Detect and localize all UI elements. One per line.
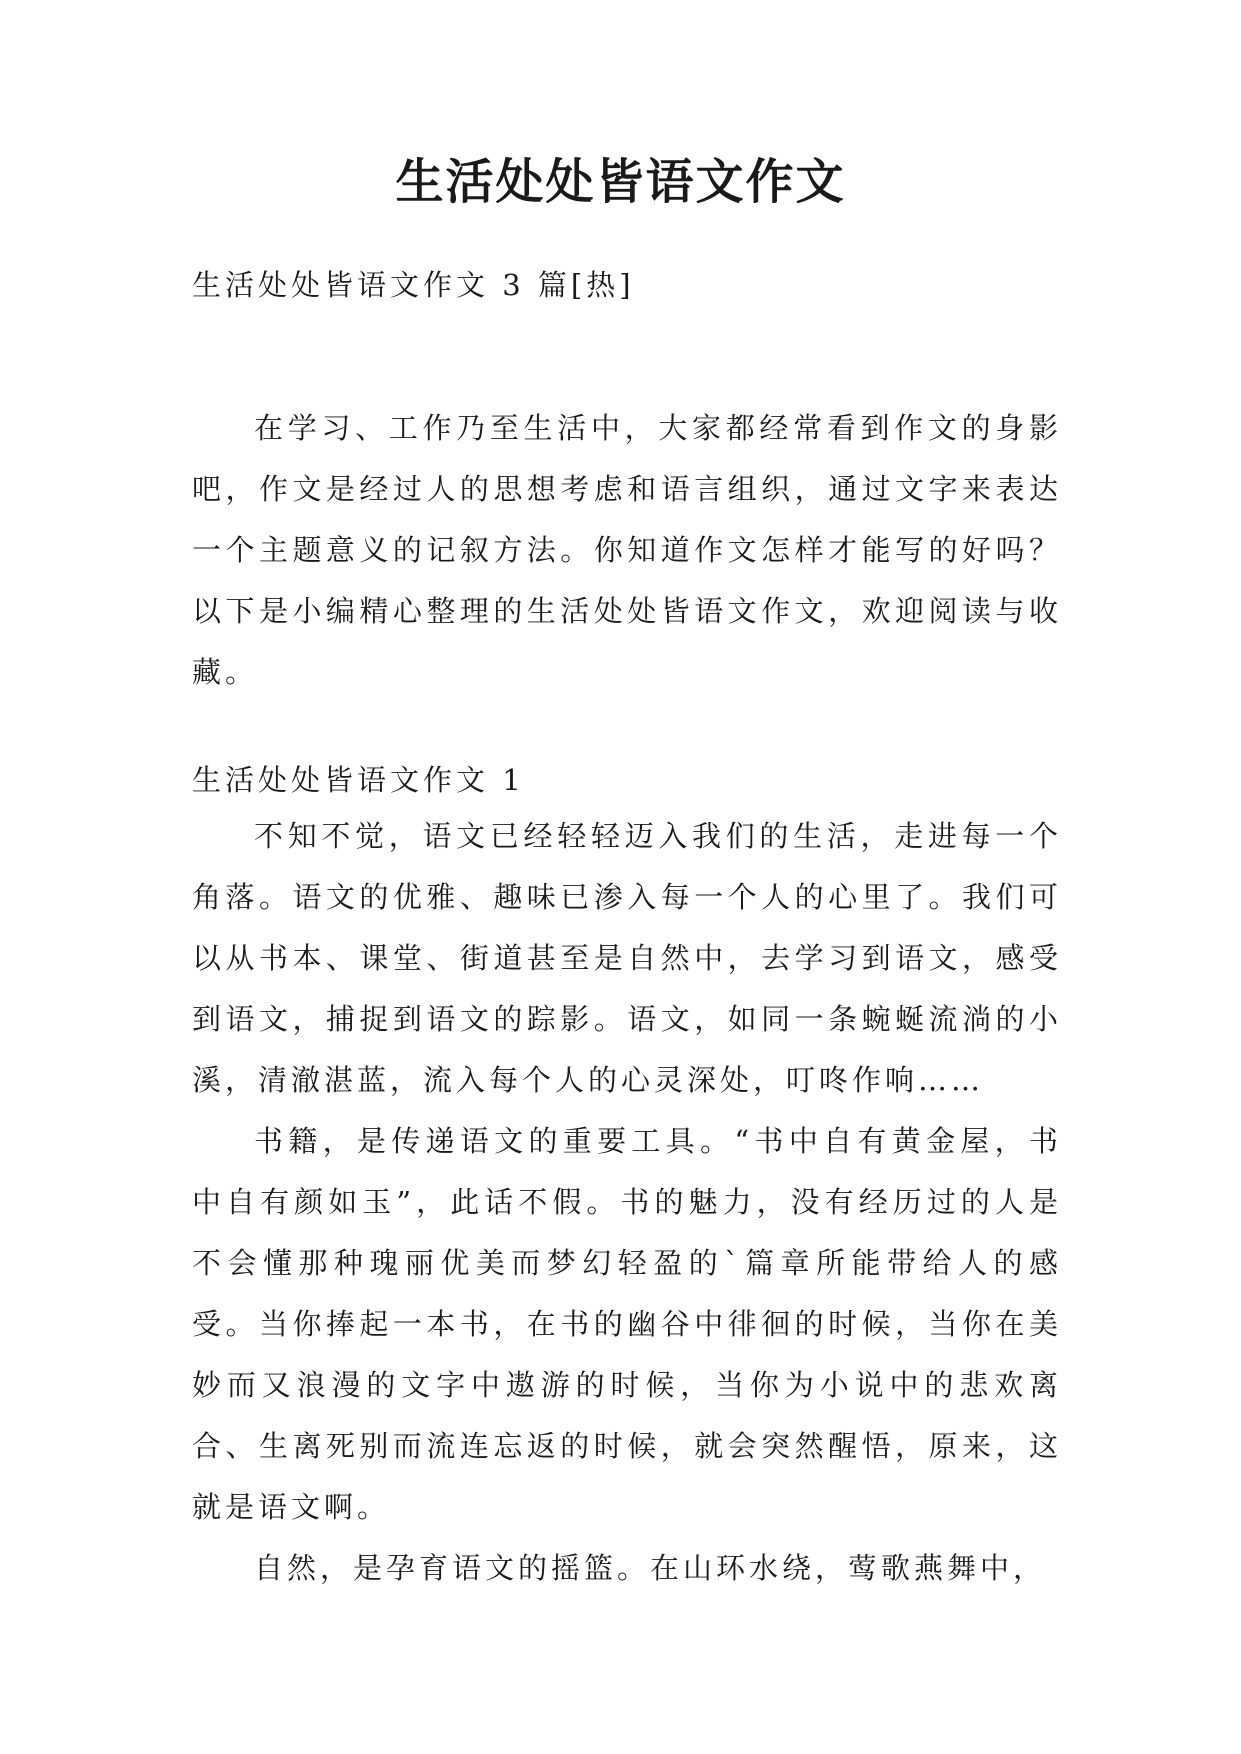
intro-paragraph: 在学习、工作乃至生活中，大家都经常看到作文的身影吧，作文是经过人的思想考虑和语言组织，通过文字来表达一个主题意义的记叙方法。你知道作文怎样才能写的好吗？以下是小编精心整理的生活处处皆语文作文，欢迎阅读与收藏。 <box>192 411 1062 689</box>
document-title: 生活处处皆语文作文 <box>395 154 846 210</box>
document-subtitle: 生活处处皆语文作文 3 篇[热] <box>192 268 635 302</box>
essay-paragraph-1: 不知不觉，语文已经轻轻迈入我们的生活，走进每一个角落。语文的优雅、趣味已渗入每一个人的心里了。我们可以从书本、课堂、街道甚至是自然中，去学习到语文，感受到语文，捕捉到语文的踪影。语文，如同一条蜿蜒流淌的小溪，清澈湛蓝，流入每个人的心灵深处，叮咚作响…… <box>192 819 1062 1097</box>
essay-paragraph-2: 书籍，是传递语文的重要工具。“书中自有黄金屋，书中自有颜如玉”，此话不假。书的魅力，没有经历过的人是不会懂那种瑰丽优美而梦幻轻盈的`篇章所能带给人的感受。当你捧起一本书，在书的幽谷中徘徊的时候，当你在美妙而又浪漫的文字中遨游的时候，当你为小说中的悲欢离合、生离死别而流连忘返的时候，就会突然醒悟，原来，这就是语文啊。 <box>192 1124 1062 1524</box>
section-heading: 生活处处皆语文作文 1 <box>192 763 525 797</box>
essay-body <box>192 806 1062 1599</box>
essay-paragraph-3: 自然，是孕育语文的摇篮。在山环水绕，莺歌燕舞中， <box>254 1551 1047 1585</box>
